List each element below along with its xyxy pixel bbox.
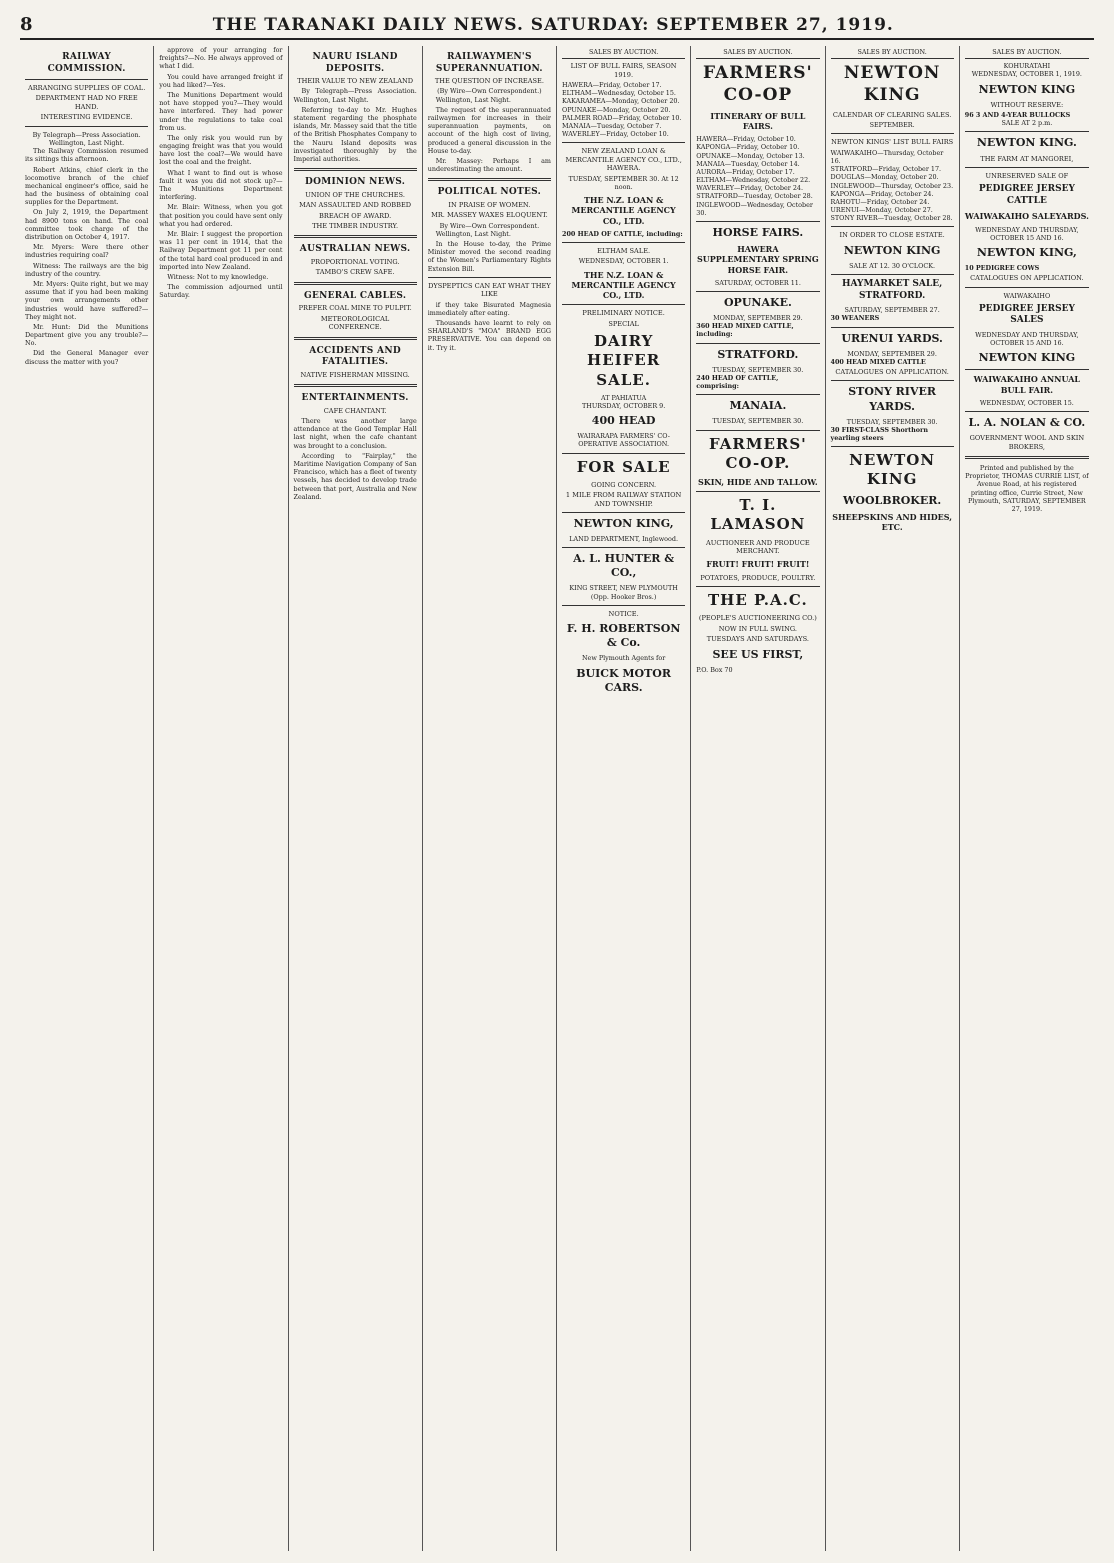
list-item: AURORA—Friday, October 17.	[696, 167, 795, 176]
list-item: STONY RIVER—Tuesday, October 28.	[830, 214, 953, 223]
paragraph: Wellington, Last Night.	[435, 95, 511, 104]
sale-date: THURSDAY, OCTOBER 9.	[581, 401, 666, 410]
article-subhead: THEIR VALUE TO NEW ZEALAND	[297, 77, 414, 86]
sale-name: ELTHAM SALE.	[597, 246, 651, 255]
sale-date: SEPTEMBER.	[869, 121, 915, 130]
article-heading: AUSTRALIAN NEWS.	[299, 244, 411, 255]
section-header: SALES BY AUCTION.	[562, 46, 685, 59]
sale-date: MONDAY, SEPTEMBER 29.	[713, 314, 803, 323]
dateline: Wellington, Last Night.	[49, 138, 125, 147]
column-8	[960, 46, 1094, 1551]
column-5	[557, 46, 691, 1551]
advert-subhead: HORSE FAIRS.	[712, 226, 804, 240]
lot-line: 400 HEAD	[591, 414, 656, 428]
firm-name: NEWTON KING	[843, 243, 941, 257]
firm-name: A. L. HUNTER & CO.,	[573, 552, 675, 580]
lot-line: 360 HEAD MIXED CATTLE, including:	[696, 322, 794, 339]
article-subhead: IN PRAISE OF WOMEN.	[448, 200, 531, 209]
advert-subhead: WITHOUT RESERVE:	[990, 100, 1064, 109]
sale-date: WEDNESDAY, OCTOBER 1, 1919.	[971, 70, 1082, 79]
advert-title: THE P.A.C.	[707, 591, 808, 610]
paragraph: Thousands have learnt to rely on SHARLAND'S "MOA" BRAND EGG PRESERVATIVE. You can depend on it. Try it.	[427, 319, 551, 352]
paragraph: The Munitions Department would not have stopped you?—They would have interfered. They had power under the regulations to take coal from us.	[159, 90, 283, 132]
advert-subhead: CATALOGUES ON APPLICATION.	[835, 368, 949, 376]
advert-subhead: SHEEPSKINS AND HIDES, ETC.	[832, 511, 952, 532]
sale-date: WEDNESDAY, OCTOBER 1.	[578, 257, 669, 266]
advert-subhead: NOW IN FULL SWING.	[718, 624, 798, 633]
sale-time: SALE AT 2 p.m.	[1001, 119, 1053, 128]
masthead	[20, 10, 1094, 40]
article-subhead: PROPORTIONAL VOTING.	[310, 257, 400, 266]
list-item: MANAIA—Tuesday, October 7.	[562, 122, 662, 130]
sale-place: STRATFORD.	[717, 347, 799, 361]
newspaper-title: THE TARANAKI DAILY NEWS. SATURDAY: SEPTEMBER 27, 1919.	[212, 15, 894, 35]
advert-title: NEWTON KING	[843, 63, 941, 105]
byline: (By Wire—Own Correspondent.)	[437, 87, 542, 96]
list-item: OPUNAKE—Monday, October 13.	[696, 151, 805, 160]
list-title: NEWTON KINGS' LIST BULL FAIRS	[831, 138, 954, 147]
lot-line: 30 WEANERS	[830, 314, 880, 323]
firm-name: F. H. ROBERTSON & Co.	[566, 622, 681, 650]
article-heading: GENERAL CABLES.	[303, 290, 407, 301]
list-item: KAPONGA—Friday, October 10.	[696, 143, 800, 152]
column-7	[826, 46, 960, 1551]
sale-date: WEDNESDAY AND THURSDAY, OCTOBER 15 AND 16.	[975, 330, 1079, 348]
paragraph: The request of the superannuated railwaymen for increases in their superannuation payments, on account of the high cost of living, produced a general discussion in the House to-day.	[427, 105, 551, 155]
advert-subhead: SKIN, HIDE AND TALLOW.	[698, 476, 818, 487]
advert-title: PEDIGREE JERSEY SALES	[978, 303, 1075, 326]
article-subhead: CAFE CHANTANT.	[323, 406, 387, 415]
paragraph: Mr. Blair: Witness, when you got that position you could have sent only what you had ordered.	[159, 203, 283, 228]
sale-date: WEDNESDAY AND THURSDAY, OCTOBER 15 AND 16.	[975, 225, 1079, 242]
sale-place: AT PAHIATUA	[600, 393, 647, 402]
list-item: ELTHAM—Wednesday, October 22.	[696, 176, 811, 185]
paragraph: The Railway Commission resumed its sittings this afternoon.	[25, 147, 149, 164]
paragraph: if they take Bisurated Magnesia immediately after eating.	[427, 300, 551, 317]
advert-heading: DYSPEPTICS CAN EAT WHAT THEY LIKE	[428, 281, 551, 299]
article-subhead: MR. MASSEY WAXES ELOQUENT.	[431, 211, 548, 220]
article-heading: RAILWAY COMMISSION.	[47, 52, 126, 74]
advert-subhead: 1 MILE FROM RAILWAY STATION AND TOWNSHIP.	[565, 491, 682, 508]
article-subhead: PREFER COAL MINE TO PULPIT.	[298, 304, 412, 313]
firm-name: WAIRARAPA FARMERS' CO-OPERATIVE ASSOCIATION.	[577, 432, 670, 449]
advert-title: FARMERS' CO-OP	[702, 63, 813, 105]
list-item: OPUNAKE—Monday, October 20.	[562, 105, 671, 114]
article-subhead: NATIVE FISHERMAN MISSING.	[300, 370, 410, 379]
firm-name: THE N.Z. LOAN & MERCANTILE AGENCY CO., LTD.	[571, 269, 676, 301]
article-subhead: METEOROLOGICAL CONFERENCE.	[320, 314, 390, 332]
paragraph: approve of your arranging for freights?—No. He always approved of what I did.	[159, 46, 283, 71]
sale-place: STONY RIVER YARDS.	[848, 385, 937, 413]
list-item: HAWERA—Friday, October 10.	[696, 135, 796, 144]
advert-subhead: GOING CONCERN.	[591, 480, 657, 489]
paragraph: Did the General Manager ever discuss the matter with you?	[25, 349, 149, 366]
article-heading: ACCIDENTS AND FATALITIES.	[309, 345, 401, 368]
advert-subhead: AUCTIONEER AND PRODUCE MERCHANT.	[706, 538, 810, 555]
list-item: STRATFORD—Friday, October 17.	[830, 165, 942, 174]
list-item: HAWERA—Friday, October 17.	[562, 81, 662, 90]
column-1	[20, 46, 154, 1551]
columns	[20, 46, 1094, 1551]
sale-place: KOHURATAHI	[1003, 62, 1051, 71]
notice-label: NOTICE.	[608, 609, 639, 618]
list-item: DOUGLAS—Monday, October 20.	[830, 173, 939, 182]
sale-date: SATURDAY, OCTOBER 11.	[714, 278, 801, 287]
list-item: RAHOTU—Friday, October 24.	[830, 197, 930, 206]
advert-title: NEWTON KING	[849, 451, 936, 489]
paragraph: Witness: Not to my knowledge.	[167, 272, 269, 281]
advert-subhead: THE FARM AT MANGOREI,	[980, 154, 1074, 163]
firm-name: THE N.Z. LOAN & MERCANTILE AGENCY CO., LTD.	[571, 195, 676, 226]
paragraph: Mr. Blair: I suggest the proportion was 11 per cent in 1914, that the Railway Department got 11 per cent of the total hard coal produced in and imported into New Zealand.	[159, 229, 283, 271]
paragraph: Mr. Hunt: Did the Munitions Department give you any trouble?—No.	[25, 322, 149, 348]
firm-name: NEWTON KING	[978, 351, 1076, 365]
section-header: SALES BY AUCTION.	[831, 46, 954, 59]
firm-address: KING STREET, NEW PLYMOUTH (Opp. Hooker Bros.)	[569, 584, 678, 601]
column-3	[289, 46, 423, 1551]
sale-date: TUESDAY, SEPTEMBER 30.	[712, 365, 804, 374]
byline: By Telegraph—Press Association.	[32, 130, 141, 139]
sale-place: URENUI YARDS.	[841, 331, 943, 345]
advert-title: DAIRY HEIFER SALE.	[587, 332, 661, 389]
lot-line: 30 FIRST-CLASS Shorthorn yearling steers	[830, 425, 929, 442]
advert-subhead: New Plymouth Agents for	[581, 654, 666, 663]
lot-line: 240 HEAD OF CATTLE, comprising:	[696, 373, 779, 391]
list-item: ELTHAM—Wednesday, October 15.	[562, 89, 676, 98]
sale-place: HAYMARKET SALE, STRATFORD.	[842, 279, 943, 301]
paragraph: What I want to find out is whose fault it was you did not stock up?—The Munitions Department interfering.	[159, 168, 283, 202]
advert-subhead: UNRESERVED SALE OF	[985, 171, 1069, 180]
lot-line: 96 3 AND 4-YEAR BULLOCKS	[964, 111, 1071, 120]
advert-subhead: TUESDAYS AND SATURDAYS.	[706, 635, 810, 644]
advert-subhead: (PEOPLE'S AUCTIONEERING CO.)	[698, 614, 817, 623]
list-item: INGLEWOOD—Wednesday, October 30.	[696, 200, 813, 217]
sale-date: TUESDAY, SEPTEMBER 30.	[846, 417, 938, 426]
list-item: STRATFORD—Tuesday, October 28.	[696, 192, 813, 201]
footer-note: P.O. Box 70	[696, 665, 733, 674]
sale-date: MONDAY, SEPTEMBER 29.	[847, 349, 937, 358]
article-heading: NAURU ISLAND DEPOSITS.	[312, 52, 398, 74]
advert-title: PEDIGREE JERSEY CATTLE	[978, 184, 1075, 206]
advert-subhead: CATALOGUES ON APPLICATION.	[970, 274, 1084, 283]
advert-title: FOR SALE	[576, 457, 671, 476]
paragraph: In the House to-day, the Prime Minister moved the second reading of the Women's Parliamentary Rights Extension Bill.	[427, 240, 551, 273]
firm-name: NEW ZEALAND LOAN & MERCANTILE AGENCY CO., LTD., HAWERA.	[565, 147, 682, 173]
advert-subhead: WOOLBROKER.	[843, 493, 942, 507]
firm-name: NEWTON KING.	[976, 136, 1077, 150]
article-heading: POLITICAL NOTES.	[437, 187, 542, 198]
paragraph: According to "Fairplay," the Maritime Navigation Company of San Francisco, which has a fleet of twenty vessels, has decided to develop trade between that port, Australia and New Zealand.	[293, 451, 417, 501]
paragraph: There was another large attendance at the Good Templar Hall last night, when the cafe chantant was brought to a conclusion.	[293, 417, 417, 450]
sale-place: OPUNAKE.	[723, 296, 792, 309]
advert-subhead: POTATOES, PRODUCE, POULTRY.	[700, 573, 816, 582]
article-subhead: THE TIMBER INDUSTRY.	[312, 221, 399, 230]
section-header: SALES BY AUCTION.	[965, 46, 1089, 59]
article-heading: RAILWAYMEN'S SUPERANNUATION.	[435, 52, 543, 74]
article-subhead: ARRANGING SUPPLIES OF COAL.	[27, 84, 146, 93]
sale-place: WAIWAKAIHO	[1003, 291, 1051, 300]
list-item: WAVERLEY—Friday, October 24.	[696, 184, 804, 193]
list-item: WAVERLEY—Friday, October 10.	[562, 130, 669, 139]
advert-title: T. I. LAMASON	[710, 496, 806, 534]
list-title: ITINERARY OF BULL FAIRS.	[710, 110, 806, 131]
sale-date: SATURDAY, SEPTEMBER 27.	[844, 306, 940, 315]
sale-date: TUESDAY, SEPTEMBER 30. At 12 noon.	[568, 174, 679, 191]
paragraph: Referring to-day to Mr. Hughes statement regarding the phosphate islands, Mr. Massey said that the title of the British Phosphates Company to the Nauru Island deposits was investigated thoroughly by the Imperial authorities.	[293, 105, 417, 163]
list-item: PALMER ROAD—Friday, October 10.	[562, 113, 682, 122]
list-item: WAIWAKAIHO—Thursday, October 16.	[830, 148, 944, 165]
article-heading: DOMINION NEWS.	[305, 177, 406, 188]
byline: By Wire—Own Correspondent.	[439, 221, 540, 230]
list-title: CALENDAR OF CLEARING SALES.	[832, 110, 952, 119]
list-item: URENUI—Monday, October 27.	[830, 206, 933, 215]
sale-date: WEDNESDAY, OCTOBER 15.	[979, 398, 1074, 407]
paragraph: Robert Atkins, chief clerk in the locomotive branch of the chief mechanical engineer's office, said he had the business of obtaining coal supplies for the Department.	[25, 165, 149, 207]
advert-title: BUICK MOTOR CARS.	[576, 666, 672, 694]
paragraph: Mr. Massey: Perhaps I am underestimating the amount.	[427, 156, 551, 174]
sale-time: SALE AT 12. 30 O'CLOCK.	[849, 261, 936, 270]
article-subhead: MAN ASSAULTED AND ROBBED	[299, 201, 412, 210]
firm-name: NEWTON KING,	[976, 246, 1077, 260]
column-6	[691, 46, 825, 1551]
lot-line: 10 PEDIGREE COWS	[964, 264, 1040, 273]
article-subhead: THE QUESTION OF INCREASE.	[434, 77, 544, 86]
paragraph: Witness: The railways are the big industry of the country.	[25, 261, 149, 278]
paragraph: Mr. Myers: Quite right, but we may assume that if you had been making your own arrangements other industries would have suffered?—They might not.	[25, 279, 149, 321]
advert-subhead: HAWERA SUPPLEMENTARY SPRING HORSE FAIR.	[697, 244, 819, 275]
sale-date: TUESDAY, SEPTEMBER 30.	[712, 417, 804, 426]
article-subhead: TAMBO'S CREW SAFE.	[315, 268, 395, 277]
firm-address: LAND DEPARTMENT, Inglewood.	[569, 535, 678, 544]
list-item: INGLEWOOD—Thursday, October 23.	[830, 181, 954, 190]
sale-place: MANAIA.	[729, 399, 787, 413]
page-number: 8	[20, 14, 33, 35]
list-title: LIST OF BULL FAIRS, SEASON 1919.	[570, 62, 677, 79]
advert-subhead: GOVERNMENT WOOL AND SKIN BROKERS,	[969, 434, 1085, 451]
paragraph: You could have arranged freight if you had liked?—Yes.	[159, 72, 283, 89]
paragraph: The only risk you would run by engaging freight was that you would have lost the coal?—We would have lost the coal and the freight.	[159, 133, 283, 167]
lot-line: 400 HEAD MIXED CATTLE	[830, 357, 926, 366]
article-subhead: DEPARTMENT HAD NO FREE HAND.	[35, 94, 138, 111]
firm-name: NEWTON KING	[978, 82, 1076, 96]
paragraph: By Telegraph—Press Association. Wellington, Last Night.	[293, 87, 417, 104]
list-item: MANAIA—Tuesday, October 14.	[696, 159, 800, 168]
advert-title: WAIWAKAIHO ANNUAL BULL FAIR.	[973, 374, 1081, 395]
notice-label: PRELIMINARY NOTICE.	[582, 309, 665, 318]
paragraph: On July 2, 1919, the Department had 8900 tons on hand. The coal committee took charge of the distribution on October 4, 1917.	[25, 208, 149, 242]
paragraph: Wellington, Last Night.	[435, 229, 511, 238]
advert-title: FARMERS' CO-OP.	[708, 434, 807, 472]
notice-label: SPECIAL	[608, 319, 639, 328]
advert-subhead: FRUIT! FRUIT! FRUIT!	[706, 559, 810, 570]
advert-subhead: IN ORDER TO CLOSE ESTATE.	[839, 231, 945, 240]
article-heading: ENTERTAINMENTS.	[301, 393, 409, 404]
article-subhead: UNION OF THE CHURCHES.	[305, 190, 405, 199]
article-subhead: INTERESTING EVIDENCE.	[40, 113, 133, 122]
section-header: SALES BY AUCTION.	[696, 46, 819, 59]
printer-imprint: Printed and published by the Proprietor, THOMAS CURRIE LIST, of Avenue Road, at his registered printing office, Currie Street, New Plymouth, SATURDAY, SEPTEMBER 27, 1919.	[965, 464, 1089, 513]
column-2	[154, 46, 288, 1551]
sale-place: WAIWAKAIHO SALEYARDS.	[964, 211, 1089, 222]
paragraph: Mr. Myers: Were there other industries requiring coal?	[25, 243, 149, 260]
firm-name: NEWTON KING,	[573, 517, 674, 531]
advert-subhead: SEE US FIRST,	[712, 647, 804, 661]
column-4	[423, 46, 557, 1551]
list-item: KAPONGA—Friday, October 24.	[830, 189, 934, 198]
article-subhead: BREACH OF AWARD.	[319, 211, 392, 220]
lot-line: 200 HEAD OF CATTLE, including:	[562, 229, 683, 238]
list-item: KAKARAMEA—Monday, October 20.	[562, 97, 680, 106]
firm-name: L. A. NOLAN & CO.	[968, 416, 1086, 430]
paragraph: The commission adjourned until Saturday.	[159, 283, 283, 300]
